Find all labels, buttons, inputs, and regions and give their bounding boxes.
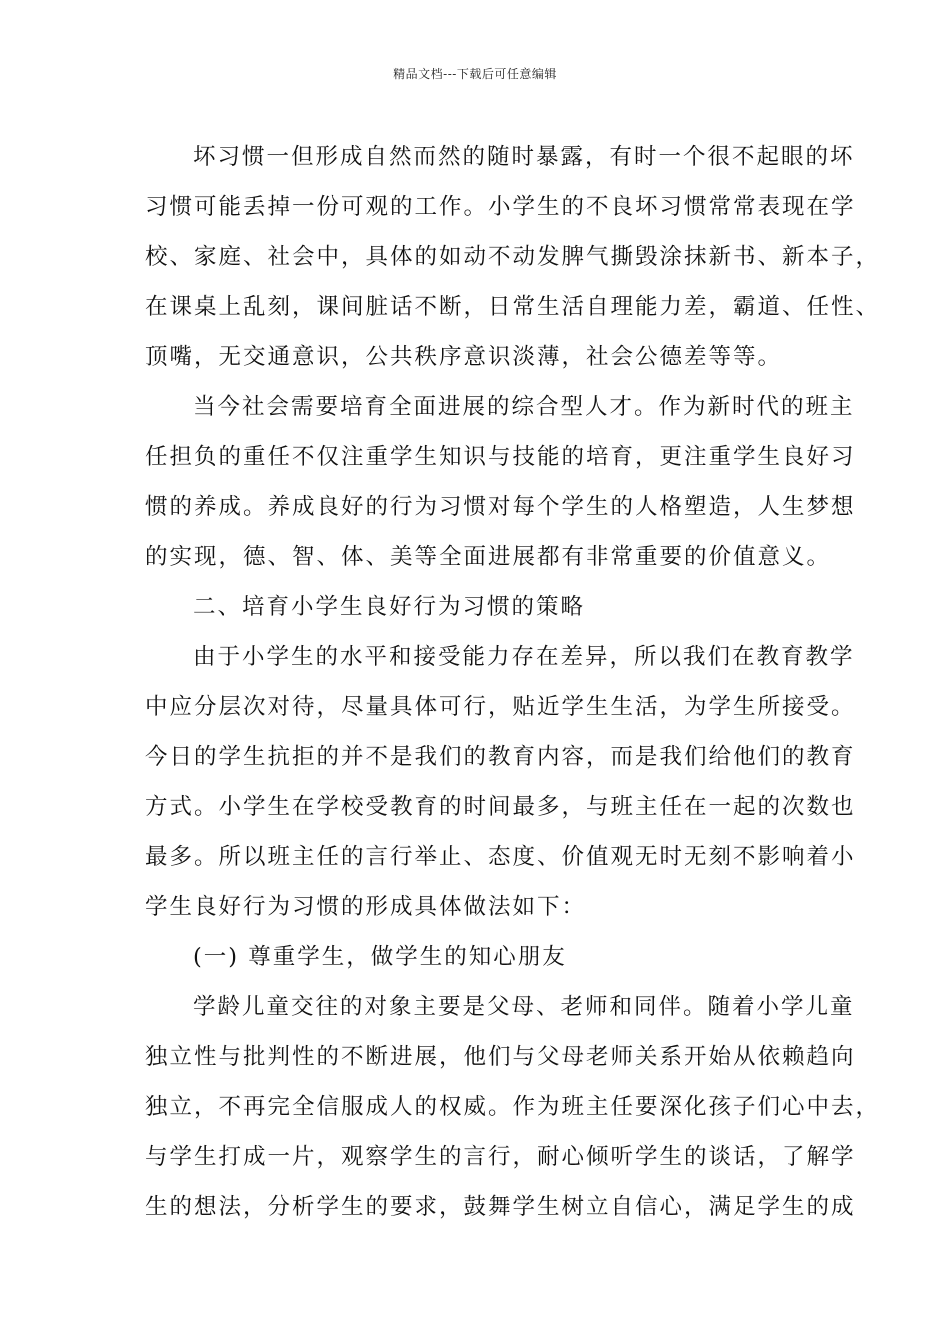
text-line: 最多。所以班主任的言行举止、态度、价值观无时无刻不影响着小 — [145, 844, 856, 870]
text-line: 与学生打成一片，观察学生的言行，耐心倾听学生的谈话，了解学 — [145, 1144, 856, 1170]
text-line: 独立性与批判性的不断进展，他们与父母老师关系开始从依赖趋向 — [145, 1044, 856, 1070]
text-line: 方式。小学生在学校受教育的时间最多，与班主任在一起的次数也 — [145, 794, 856, 820]
text-line: 二、培育小学生良好行为习惯的策略 — [193, 594, 586, 620]
text-line: 学生良好行为习惯的形成具体做法如下： — [145, 894, 587, 920]
document-body — [145, 132, 881, 1232]
text-line: 在课桌上乱刻，课间脏话不断，日常生活自理能力差，霸道、任性、 — [145, 294, 881, 320]
paragraph — [145, 132, 881, 382]
text-line: 坏习惯一但形成自然而然的随时暴露，有时一个很不起眼的坏 — [193, 144, 855, 170]
subsection-heading — [145, 932, 825, 982]
text-line: 的实现，德、智、体、美等全面进展都有非常重要的价值意义。 — [145, 544, 832, 570]
text-line: 校、家庭、社会中，具体的如动不动发脾气撕毁涂抹新书、新本子， — [145, 244, 881, 270]
paragraph — [145, 382, 856, 582]
text-line: 独立，不再完全信服成人的权威。作为班主任要深化孩子们心中去， — [145, 1094, 881, 1120]
text-line: 中应分层次对待，尽量具体可行，贴近学生生活，为学生所接受。 — [145, 694, 856, 720]
page-header: 精品文档---下载后可任意编辑 — [393, 67, 557, 81]
text-line: 习惯可能丢掉一份可观的工作。小学生的不良坏习惯常常表现在学 — [145, 194, 856, 220]
section-heading — [145, 582, 825, 632]
paragraph — [145, 632, 856, 932]
text-line: 学龄儿童交往的对象主要是父母、老师和同伴。随着小学儿童 — [193, 994, 855, 1020]
paragraph — [145, 982, 881, 1232]
text-line: 顶嘴，无交通意识，公共秩序意识淡薄，社会公德差等等。 — [145, 344, 783, 370]
text-line: 由于小学生的水平和接受能力存在差异，所以我们在教育教学 — [193, 644, 855, 670]
text-line: 当今社会需要培育全面进展的综合型人才。作为新时代的班主 — [193, 394, 855, 420]
text-line: (一) 尊重学生，做学生的知心朋友 — [193, 944, 567, 970]
text-line: 惯的养成。养成良好的行为习惯对每个学生的人格塑造，人生梦想 — [145, 494, 856, 520]
text-line: 生的想法，分析学生的要求，鼓舞学生树立自信心，满足学生的成 — [145, 1194, 856, 1220]
text-line: 任担负的重任不仅注重学生知识与技能的培育，更注重学生良好习 — [145, 444, 856, 470]
text-line: 今日的学生抗拒的并不是我们的教育内容，而是我们给他们的教育 — [145, 744, 856, 770]
